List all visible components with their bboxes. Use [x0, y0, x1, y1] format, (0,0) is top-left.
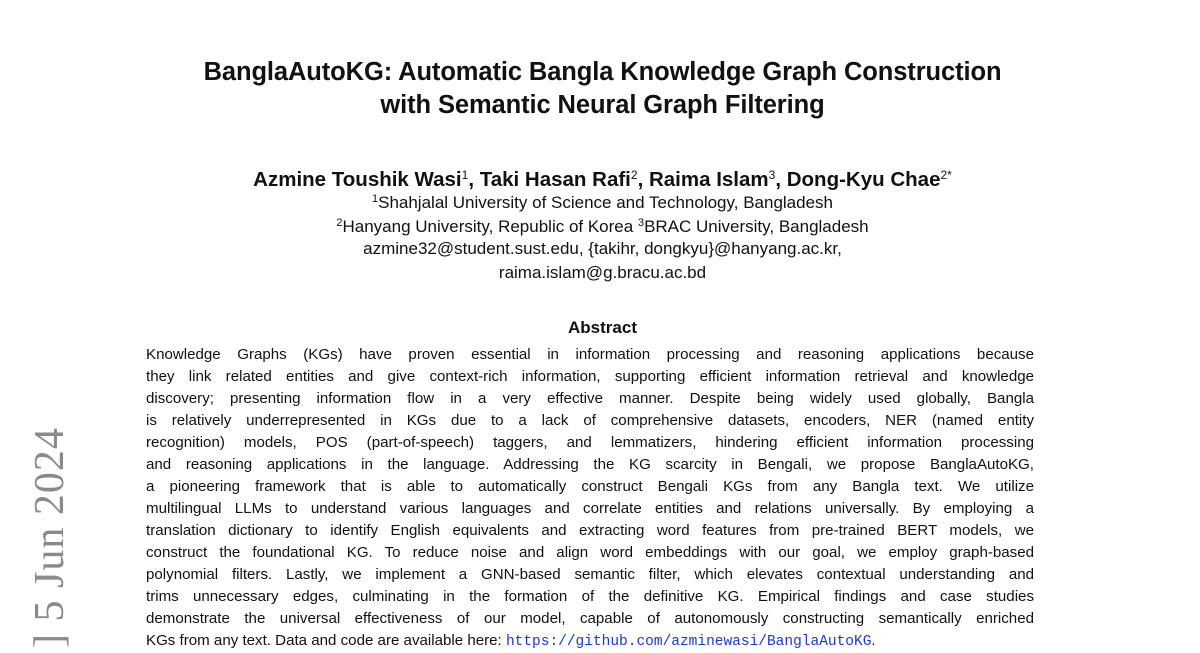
paper-title — [100, 56, 1105, 122]
arxiv-side-stamp: ] 5 Jun 2024 — [27, 427, 73, 648]
affiliation-text: Shahjalal University of Science and Technology, Bangladesh — [378, 193, 833, 212]
abstract-line: and reasoning applications in the language. Addressing the KG scarcity in Bengali, we propose BanglaAutoKG, — [146, 456, 1034, 473]
title-line-2: with Semantic Neural Graph Filtering — [380, 91, 825, 119]
abstract-line: recognition) models, POS (part-of-speech) taggers, and lemmatizers, hindering efficient information processing — [146, 434, 1034, 451]
author-separator: , — [468, 168, 480, 191]
author-name: Dong-Kyu Chae — [786, 168, 941, 191]
affiliation-mark: 1 — [371, 193, 379, 205]
affiliation-text: Hanyang University, Republic of Korea — [342, 217, 638, 236]
author-affiliation-mark: 1 — [461, 168, 469, 182]
affiliation-line-1 — [100, 188, 1105, 214]
abstract-line: multilingual LLMs to understand various languages and correlate entities and relations universally. By employing a — [146, 500, 1034, 517]
abstract-last-line — [146, 630, 1034, 653]
author-name: Raima Islam — [648, 168, 769, 191]
author-affiliation-mark: 2* — [940, 168, 952, 182]
abstract-line: is relatively underrepresented in KGs due to a lack of comprehensive datasets, encoders, NER (named entity — [146, 412, 1034, 429]
author-name: Taki Hasan Rafi — [479, 168, 631, 191]
abstract-line: Knowledge Graphs (KGs) have proven essential in information processing and reasoning applications because — [146, 346, 1034, 363]
abstract-last-text: KGs from any text. Data and code are available here: — [146, 632, 506, 649]
affiliation-text: BRAC University, Bangladesh — [644, 217, 869, 236]
abstract-heading: Abstract — [568, 318, 637, 337]
affiliation-mark: 3 — [637, 217, 645, 229]
title-line-1: BanglaAutoKG: Automatic Bangla Knowledge Graph Construction — [203, 58, 1002, 86]
author-separator: , — [637, 168, 649, 191]
author-name: Azmine Toushik Wasi — [253, 168, 462, 191]
author-separator: , — [775, 168, 787, 191]
abstract-line: trims unnecessary edges, culminating in the formation of the definitive KG. Empirical findings and case studies — [146, 588, 1034, 605]
email-line-2: raima.islam@g.bracu.ac.bd — [498, 263, 707, 282]
github-link[interactable]: https://github.com/azminewasi/BanglaAutoKG — [505, 634, 872, 650]
abstract-last-period: . — [871, 632, 876, 649]
affiliation-mark: 2 — [336, 217, 343, 229]
abstract-line: translation dictionary to identify English equivalents and extracting word features from pre-trained BERT models, we — [146, 522, 1034, 539]
abstract-line: they link related entities and give context-rich information, supporting efficient information retrieval and knowledge — [146, 368, 1034, 385]
abstract-line: construct the foundational KG. To reduce noise and align word embeddings with our goal, we employ graph-based — [146, 544, 1034, 561]
affiliation-line-2 — [100, 212, 1105, 238]
abstract-line: demonstrate the universal effectiveness of our model, capable of autonomously constructing semantically enriched — [146, 610, 1034, 627]
abstract-line: a pioneering framework that is able to automatically construct Bengali KGs from any Bangla text. We utilize — [146, 478, 1034, 495]
abstract-line: discovery; presenting information flow in a very effective manner. Despite being widely used globally, Bangla — [146, 390, 1034, 407]
author-affiliation-mark: 2 — [630, 168, 638, 182]
abstract-line: polynomial filters. Lastly, we implement a GNN-based semantic filter, which elevates contextual understanding and — [146, 566, 1034, 583]
email-line-1: azmine32@student.sust.edu, {takihr, dongkyu}@hanyang.ac.kr, — [363, 239, 842, 258]
author-affiliation-mark: 3 — [768, 168, 776, 182]
